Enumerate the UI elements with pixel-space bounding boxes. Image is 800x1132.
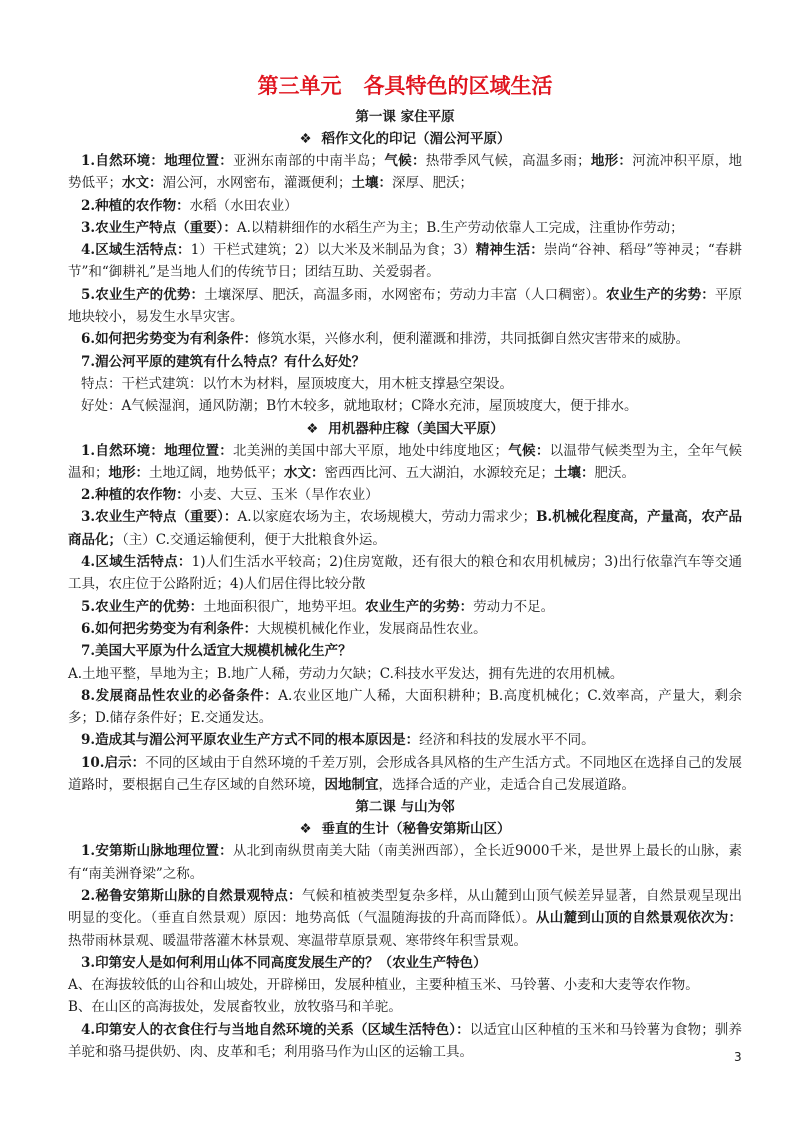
page-number: 3 <box>734 1050 742 1064</box>
item-1-4: 4.区域生活特点：1）干栏式建筑；2）以大米及米制品为食；3）精神生活：崇尚“谷神、稻母”等神灵；“春耕节”和“御耕礼”是当地人们的传统节日；团结互助、关爱弱者。 <box>68 242 742 281</box>
item-3-1: 1.安第斯山脉地理位置：从北到南纵贯南美大陆（南美洲西部），全长近9000千米，是世界上最长的山脉，素有“南美洲脊梁”之称。 <box>68 843 743 882</box>
item-1-7: 7.湄公河平原的建筑有什么特点？有什么好处？ <box>81 353 366 370</box>
item-3-4: 4.印第安人的衣食住行与当地自然环境的关系（区域生活特色）：以适宜山区种植的玉米和马铃薯为食物；驯养羊驼和骆马提供奶、肉、皮革和毛；利用骆马作为山区的运输工具。 <box>68 1021 743 1060</box>
item-2-7: 7.美国大平原为什么适宜大规模机械化生产？ <box>81 643 352 660</box>
diamond-bullet-icon: ❖ <box>299 821 312 838</box>
item-3-3a: A、在海拔较低的山谷和山坡处，开辟梯田，发展种植业，主要种植玉米、马铃薯、小麦和大麦等农作物。 <box>68 977 699 994</box>
section-1-heading <box>68 128 742 150</box>
section-2-title: 用机器种庄稼（美国大平原） <box>328 420 504 437</box>
section-2-heading <box>68 418 742 440</box>
item-2-5: 5.农业生产的优势：土地面积很广，地势平坦。农业生产的劣势：劳动力不足。 <box>81 598 555 615</box>
page-content <box>68 72 742 1063</box>
item-1-3: 3.农业生产特点（重要）：A.以精耕细作的水稻生产为主；B.生产劳动依靠人工完成，注重协作劳动； <box>81 219 684 236</box>
unit-title-number: 第三单元 <box>257 74 342 98</box>
unit-title-text: 各具特色的区域生活 <box>363 74 553 98</box>
item-1-1: 1.自然环境：地理位置：亚洲东南部的中南半岛；气候：热带季风气候，高温多雨；地形：河流冲积平原，地势低平；水文：湄公河，水网密布，灌溉便利；土壤：深厚、肥沃； <box>68 153 743 192</box>
item-2-7a: A.土地平整，旱地为主；B.地广人稀，劳动力欠缺；C.科技水平发达，拥有先进的农用机械。 <box>68 665 624 682</box>
item-2-9: 9.造成其与湄公河平原农业生产方式不同的根本原因是：经济和科技的发展水平不同。 <box>81 732 595 749</box>
item-3-3b: B、在山区的高海拔处，发展畜牧业，放牧骆马和羊驼。 <box>68 999 402 1016</box>
section-1-title: 稻作文化的印记（湄公河平原） <box>321 131 511 147</box>
section-3-title: 垂直的生计（秘鲁安第斯山区） <box>321 821 511 838</box>
item-2-10: 10.启示：不同的区域由于自然环境的千差万别，会形成各具风格的生产生活方式。不同地区在选择自己的发展道路时，要根据自己生存区域的自然环境，因地制宜，选择合适的产业，走适合自己发展道路。 <box>68 754 742 794</box>
item-2-3: 3.农业生产特点（重要）：A.以家庭农场为主，农场规模大，劳动力需求少；B.机械化程度高，产量高，农产品商品化；（主）C.交通运输便利，便于大批粮食外运。 <box>68 509 742 548</box>
item-2-2: 2.种植的农作物：小麦、大豆、玉米（旱作农业） <box>81 487 379 504</box>
item-2-8: 8.发展商品性农业的必备条件：A.农业区地广人稀，大面积耕种；B.高度机械化；C.效率高，产量大，剩余多；D.储存条件好；E.交通发达。 <box>68 687 742 727</box>
item-1-7b: 好处：A气候湿润，通风防潮；B竹木较多，就地取材；C降水充沛，屋顶坡度大，便于排水。 <box>81 398 638 415</box>
item-3-2: 2.秘鲁安第斯山脉的自然景观特点：气候和植被类型复杂多样，从山麓到山顶气候差异显著，自然景观呈现出明显的变化。（垂直自然景观）原因：地势高低（气温随海拔的升高而降低）。从山麓到山顶的自然景观依次为：热带雨林景观、暖温带落灌木林景观、寒温带草原景观、寒带终年积雪景观。 <box>68 887 743 949</box>
section-3-heading <box>68 818 742 840</box>
item-1-2: 2.种植的农作物：水稻（水田农业） <box>81 197 298 214</box>
diamond-bullet-icon: ❖ <box>299 131 312 147</box>
item-2-4: 4.区域生活特点：1)人们生活水平较高；2)住房宽敞，还有很大的粮仓和农用机械房；3)出行依靠汽车等交通工具，农庄位于公路附近；4)人们居住得比较分散 <box>68 554 742 593</box>
unit-title <box>68 72 742 100</box>
item-2-6: 6.如何把劣势变为有利条件：大规模机械化作业，发展商品性农业。 <box>81 620 487 637</box>
item-3-3: 3.印第安人是如何利用山体不同高度发展生产的？（农业生产特色） <box>81 954 487 971</box>
item-1-6: 6.如何把劣势变为有利条件：修筑水渠，兴修水利，便利灌溉和排涝，共同抵御自然灾害带来的威胁。 <box>81 331 690 348</box>
lesson-2-heading: 第二课 与山为邻 <box>355 799 455 816</box>
item-2-1: 1.自然环境：地理位置：北美洲的美国中部大平原，地处中纬度地区；气候：以温带气候类型为主，全年气候温和；地形：土地辽阔，地势低平；水文：密西西比河、五大湖泊，水源较充足；土壤：肥沃。 <box>68 442 743 481</box>
item-1-5: 5.农业生产的优势：土壤深厚、肥沃，高温多雨，水网密布；劳动力丰富（人口稠密）。农业生产的劣势：平原地块较小，易发生水旱灾害。 <box>68 286 743 326</box>
item-1-7a: 特点：干栏式建筑：以竹木为材料，屋顶坡度大，用木桩支撑悬空架设。 <box>81 375 513 392</box>
diamond-bullet-icon: ❖ <box>306 420 319 437</box>
lesson-1-heading: 第一课 家住平原 <box>355 109 455 125</box>
